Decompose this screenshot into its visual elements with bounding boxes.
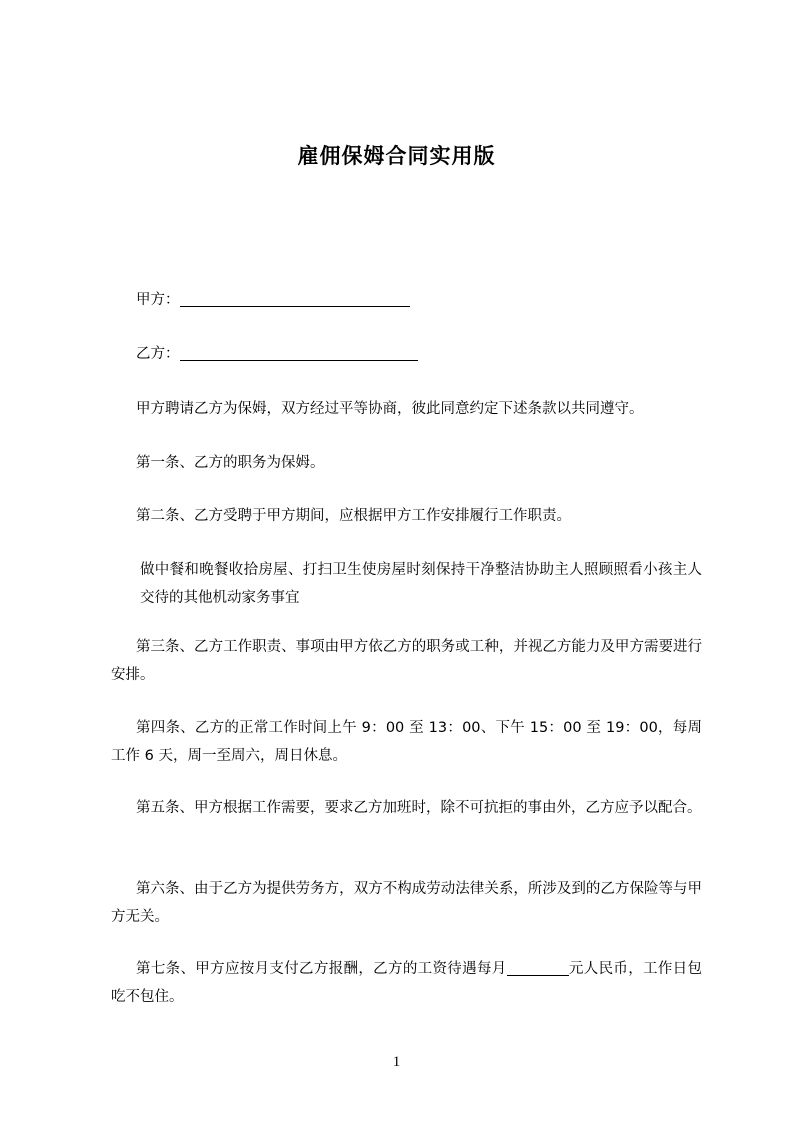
party-a-label: 甲方：: [136, 292, 180, 308]
article-4: 第四条、乙方的正常工作时间上午 9：00 至 13：00、下午 15：00 至 19：00，每周工作 6 天，周一至周六，周日休息。: [111, 720, 702, 764]
party-b-blank: [180, 344, 418, 361]
article-7: [111, 955, 702, 1011]
article-1: 第一条、乙方的职务为保姆。: [136, 455, 325, 471]
intro-paragraph: 甲方聘请乙方为保姆，双方经过平等协商，彼此同意约定下述条款以共同遵守。: [136, 401, 644, 417]
document-title: 雇佣保姆合同实用版: [297, 144, 496, 168]
article-7-text-1: 第七条、甲方应按月支付乙方报酬，乙方的工资待遇每月: [136, 961, 507, 977]
duties-paragraph: 做中餐和晚餐收拾房屋、打扫卫生使房屋时刻保持干净整洁协助主人照顾照看小孩主人交待的其他机动家务事宜: [140, 562, 702, 606]
article-5: 第五条、甲方根据工作需要，要求乙方加班时，除不可抗拒的事由外，乙方应予以配合。: [136, 800, 702, 816]
page-number: 1: [392, 1054, 401, 1070]
party-a-line: [136, 286, 702, 314]
article-7-text-2: 元人民币，工作日包吃不包住。: [111, 961, 703, 1005]
party-a-blank: [180, 290, 410, 307]
article-6: 第六条、由于乙方为提供劳务方，双方不构成劳动法律关系，所涉及到的乙方保险等与甲方无关。: [111, 881, 702, 925]
party-b-line: [136, 340, 702, 368]
party-b-label: 乙方：: [136, 346, 180, 362]
article-2: 第二条、乙方受聘于甲方期间，应根据甲方工作安排履行工作职责。: [136, 508, 571, 524]
salary-blank: [507, 959, 569, 976]
article-3: 第三条、乙方工作职责、事项由甲方依乙方的职务或工种，并视乙方能力及甲方需要进行安排。: [111, 639, 702, 683]
